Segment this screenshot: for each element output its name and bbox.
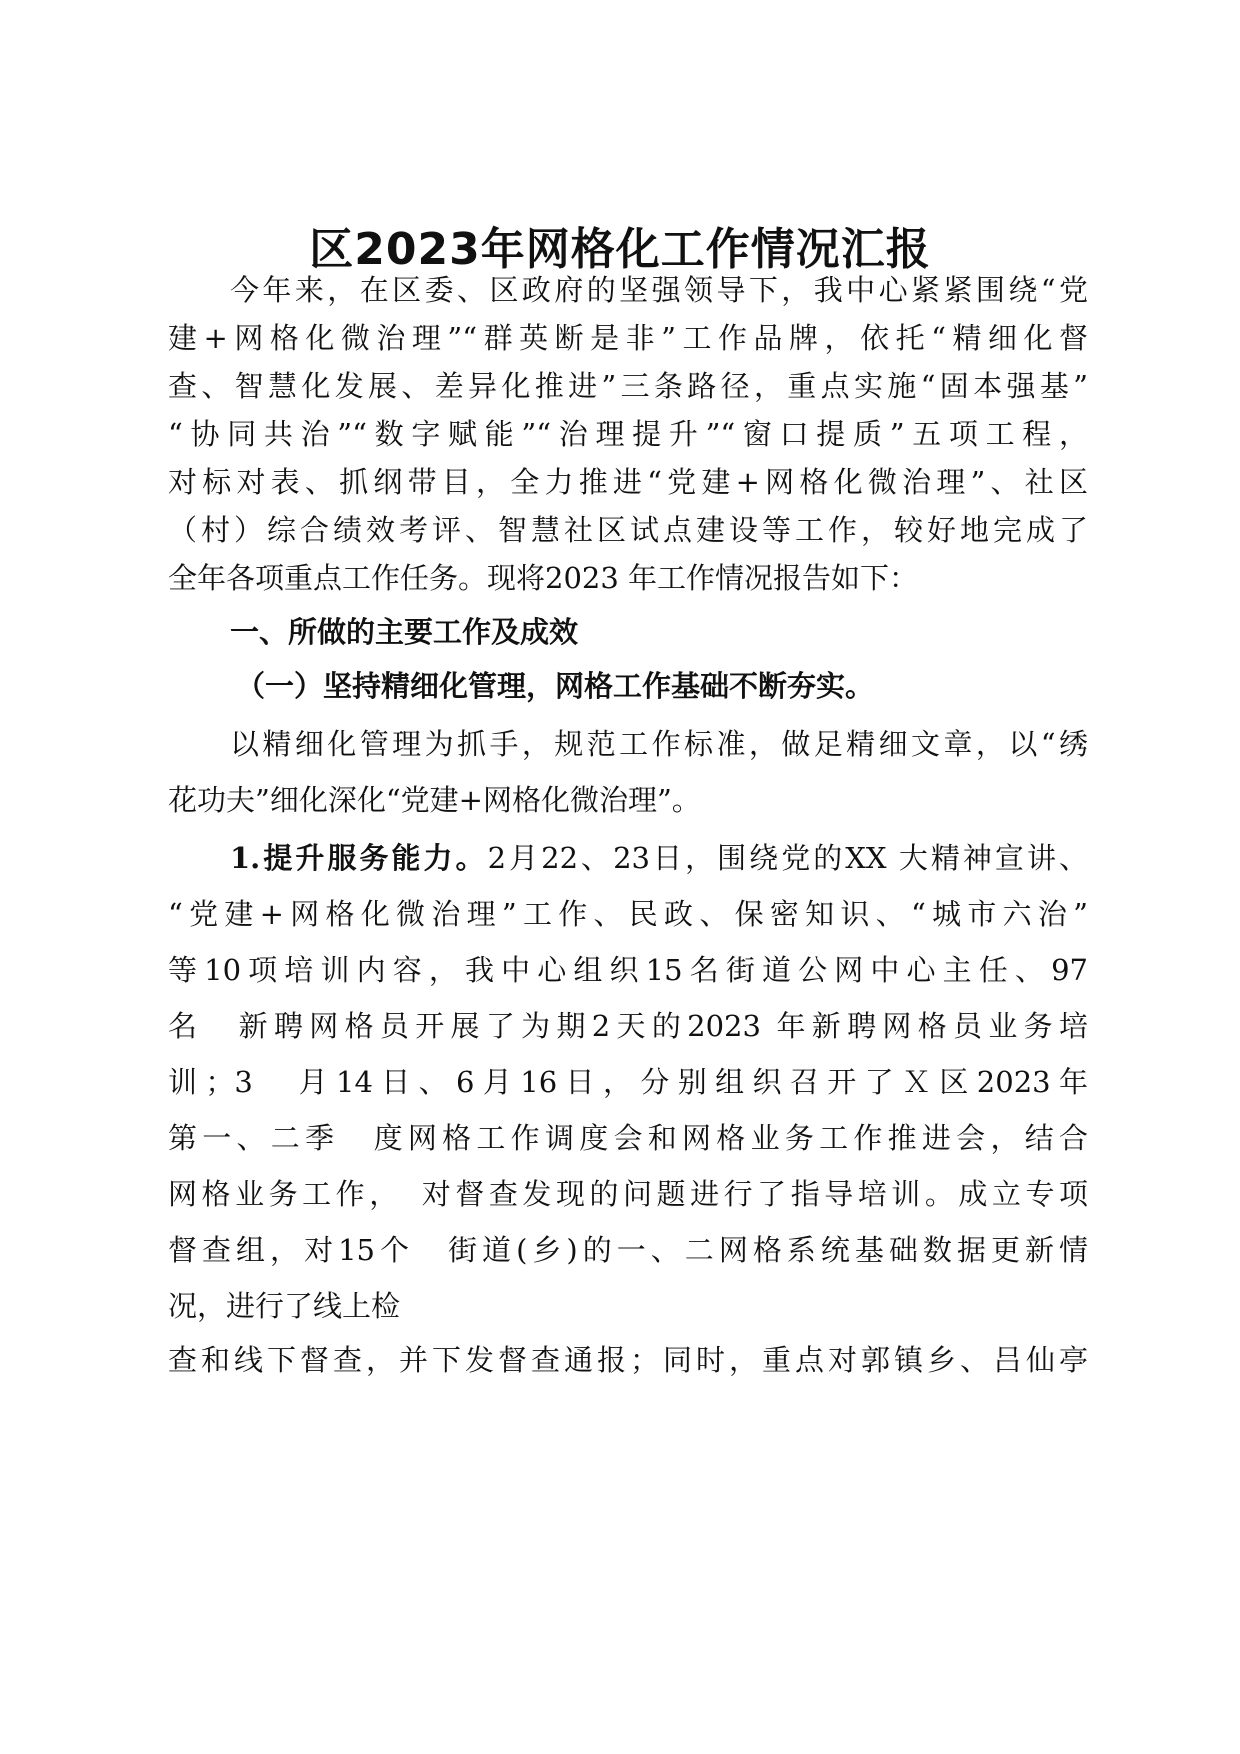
item1-line-8: 督查组，对15个 街道(乡)的一、二网格系统基础数据更新情 — [168, 1233, 1088, 1267]
item1-line-3: 等10项培训内容，我中心组织15名街道公网中心主任、97 — [168, 953, 1088, 987]
item1-line-7: 网格业务工作， 对督查发现的问题进行了指导培训。成立专项 — [168, 1177, 1088, 1211]
item1-line-5: 训；3 月14日、6月16日，分别组织召开了Ｘ区2023年 — [168, 1065, 1088, 1099]
intro-line-6: （村）综合绩效考评、智慧社区试点建设等工作，较好地完成了 — [168, 513, 1088, 547]
section-heading-1: 一、所做的主要工作及成效 — [230, 615, 579, 649]
intro-line-2: 建+网格化微治理”“群英断是非”工作品牌，依托“精细化督 — [168, 321, 1088, 355]
intro-line-3: 查、智慧化发展、差异化推进”三条路径，重点实施“固本强基” — [168, 369, 1088, 403]
item1-line-2: “党建+网格化微治理”工作、民政、保密知识、“城市六治” — [168, 897, 1088, 931]
intro-line-7: 全年各项重点工作任务。现将2023 年工作情况报告如下： — [168, 561, 919, 595]
item1-line-4: 名 新聘网格员开展了为期2天的2023 年新聘网格员业务培 — [168, 1009, 1088, 1043]
item1-line-1 — [230, 838, 1088, 878]
document-title: 区2023年网格化工作情况汇报 — [309, 224, 931, 275]
intro-line-5: 对标对表、抓纲带目，全力推进“党建+网格化微治理”、社区 — [168, 465, 1088, 499]
item1-line-1-text: 2月22、23日，围绕党的XX 大精神宣讲、 — [487, 841, 1089, 875]
item1-line-10: 查和线下督查，并下发督查通报；同时，重点对郭镇乡、吕仙亭 — [168, 1343, 1088, 1377]
subsection1-line-2: 花功夫”细化深化“党建+网格化微治理”。 — [168, 783, 701, 817]
item1-line-9: 况，进行了线上检 — [168, 1289, 401, 1323]
item1-line-6: 第一、二季 度网格工作调度会和网格业务工作推进会，结合 — [168, 1121, 1088, 1155]
intro-line-1: 今年来，在区委、区政府的坚强领导下，我中心紧紧围绕“党 — [230, 273, 1088, 307]
subsection1-line-1: 以精细化管理为抓手，规范工作标准，做足精细文章，以“绣 — [230, 727, 1088, 761]
subsection-heading-1: （一）坚持精细化管理，网格工作基础不断夯实。 — [236, 669, 875, 703]
item1-label: 1.提升服务能力。 — [230, 841, 488, 875]
intro-line-4: “协同共治”“数字赋能”“治理提升”“窗口提质”五项工程， — [168, 417, 1088, 451]
